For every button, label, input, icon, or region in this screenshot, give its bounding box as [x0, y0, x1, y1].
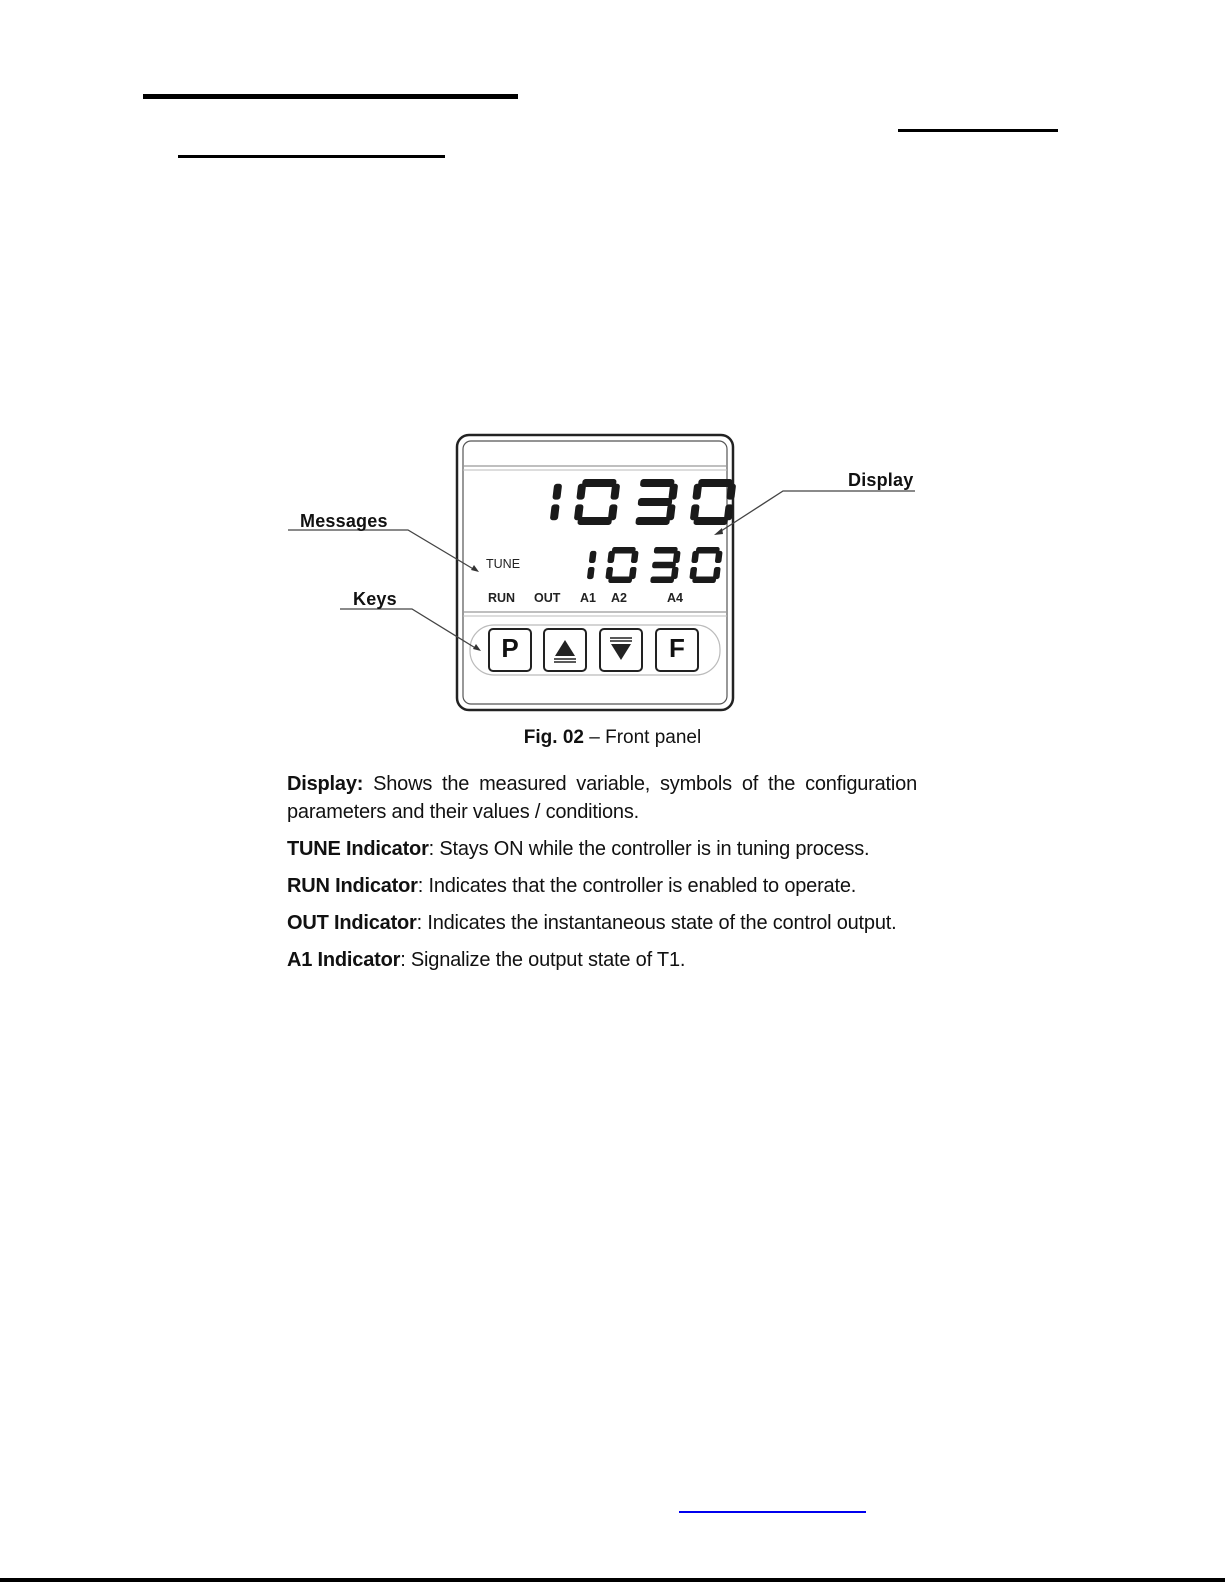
indicator-run: RUN	[488, 591, 516, 605]
description-term: OUT Indicator	[287, 912, 417, 934]
indicator-descriptions	[287, 770, 917, 983]
key-p-label: P	[501, 633, 519, 663]
digit-segment	[582, 479, 617, 487]
indicator-a2: A2	[611, 591, 627, 605]
heading-rule-second	[178, 155, 445, 158]
description-a1: A1 Indicator: Signalize the output state of T1.	[287, 949, 686, 971]
front-panel-figure	[285, 430, 925, 720]
indicator-tune: TUNE	[486, 557, 521, 571]
digit-segment	[577, 517, 612, 525]
indicator-a4: A4	[667, 591, 683, 605]
digit-segment	[640, 479, 675, 487]
description-term: Display:	[287, 773, 364, 795]
callout-display-line	[714, 491, 915, 535]
callout-messages: Messages	[300, 511, 388, 531]
digit-segment	[638, 498, 673, 506]
footer-link[interactable]	[679, 1511, 866, 1513]
callout-keys: Keys	[353, 589, 397, 609]
description-tune: TUNE Indicator: Stays ON while the controller is in tuning process.	[287, 838, 870, 860]
caption-label: Fig. 02	[523, 727, 584, 748]
key-f-label: F	[669, 633, 685, 663]
description-out: OUT Indicator: Indicates the instantaneous state of the control output.	[287, 912, 897, 934]
description-term: RUN Indicator	[287, 875, 418, 897]
front-panel-drawing	[285, 430, 925, 720]
callout-display: Display	[848, 470, 914, 490]
digit-segment	[650, 577, 674, 584]
description-term: A1 Indicator	[287, 949, 401, 971]
digit-segment	[652, 562, 676, 569]
indicator-a1: A1	[580, 591, 596, 605]
heading-rule	[143, 94, 518, 99]
indicator-out: OUT	[534, 591, 561, 605]
description-display: Display: Shows the measured variable, symbols of the configuration parameters and their values / conditions.	[287, 773, 917, 823]
page-bottom-rule	[0, 1578, 1225, 1582]
figure-caption	[0, 727, 1225, 749]
caption-text: – Front panel	[583, 727, 702, 748]
digit-segment	[693, 517, 728, 525]
digit-segment	[635, 517, 670, 525]
description-term: TUNE Indicator	[287, 838, 429, 860]
digit-segment	[698, 479, 733, 487]
callout-messages-line	[288, 530, 479, 572]
description-run: RUN Indicator: Indicates that the controller is enabled to operate.	[287, 875, 857, 897]
heading-rule-right	[898, 129, 1058, 132]
